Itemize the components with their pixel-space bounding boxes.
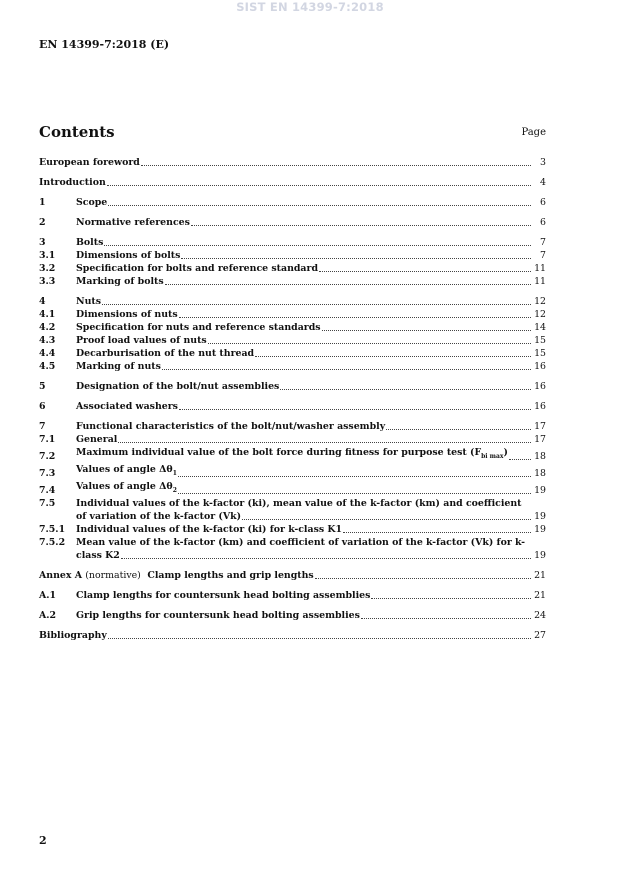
toc-entry-7-5[interactable] xyxy=(39,497,546,523)
toc-page: 6 xyxy=(540,197,546,208)
toc-title: General xyxy=(76,434,118,445)
toc-entry-3-2[interactable] xyxy=(39,262,546,275)
toc-page: 16 xyxy=(534,401,546,412)
toc-number: 3.3 xyxy=(39,276,56,287)
toc-title-line2: class K2 xyxy=(76,549,120,561)
toc-title: Individual values of the k-factor (ki) for k-class K1 xyxy=(76,523,343,535)
toc-title: Dimensions of nuts xyxy=(76,309,178,320)
toc-number: 7.3 xyxy=(39,467,56,479)
toc-entry-2[interactable] xyxy=(39,216,546,229)
toc-page: 4 xyxy=(540,177,546,188)
toc-entry-7-4[interactable] xyxy=(39,480,546,497)
toc-title: Introduction xyxy=(39,177,106,188)
toc-number: 4 xyxy=(39,296,46,307)
toc-title: Designation of the bolt/nut assemblies xyxy=(76,381,280,392)
toc-page: 18 xyxy=(534,450,546,462)
leader-dots xyxy=(108,638,531,639)
leader-dots xyxy=(386,429,531,430)
leader-dots xyxy=(319,271,531,272)
leader-dots xyxy=(141,165,531,166)
toc-number: 2 xyxy=(39,217,46,228)
toc-number: 7.5.2 xyxy=(39,536,66,548)
toc-entry-3-3[interactable] xyxy=(39,275,546,288)
leader-dots xyxy=(371,598,531,599)
leader-dots xyxy=(179,409,531,410)
toc-title-line2: of variation of the k-factor (Vk) xyxy=(76,510,242,522)
leader-dots xyxy=(102,304,531,305)
toc-entry-european-foreword[interactable] xyxy=(39,156,546,169)
toc-title: Specification for nuts and reference standards xyxy=(76,322,321,333)
toc-entry-7[interactable] xyxy=(39,420,546,433)
leader-dots xyxy=(315,578,531,579)
leader-dots xyxy=(509,459,531,460)
toc-page: 24 xyxy=(534,609,546,621)
leader-dots xyxy=(165,284,531,285)
toc-entry-4-3[interactable] xyxy=(39,334,546,347)
toc-entry-4-5[interactable] xyxy=(39,360,546,373)
toc-page: 19 xyxy=(534,484,546,496)
toc-page: 17 xyxy=(534,421,546,432)
table-of-contents xyxy=(39,156,546,642)
toc-title: Functional characteristics of the bolt/nut/washer assembly xyxy=(76,421,386,432)
leader-dots xyxy=(208,343,531,344)
toc-page: 19 xyxy=(534,510,546,522)
toc-number: 7.4 xyxy=(39,484,56,496)
toc-number: 4.5 xyxy=(39,361,56,372)
toc-title: Marking of bolts xyxy=(76,276,164,287)
toc-entry-6[interactable] xyxy=(39,400,546,413)
toc-title: Specification for bolts and reference standard xyxy=(76,263,319,274)
leader-dots xyxy=(162,369,531,370)
toc-page: 21 xyxy=(534,569,546,581)
toc-page: 19 xyxy=(534,549,546,561)
toc-number: 1 xyxy=(39,197,46,208)
leader-dots xyxy=(191,225,531,226)
toc-number: 3 xyxy=(39,237,46,248)
toc-title-line1: Mean value of the k-factor (km) and coefficient of variation of the k-factor (Vk) for k- xyxy=(76,536,526,548)
toc-entry-bibliography[interactable] xyxy=(39,629,546,642)
toc-entry-a-2[interactable] xyxy=(39,609,546,622)
toc-page: 15 xyxy=(534,348,546,359)
toc-title: Annex A (normative) Clamp lengths and grip lengths xyxy=(39,569,314,581)
toc-title: Normative references xyxy=(76,217,190,228)
toc-page: 3 xyxy=(540,157,546,168)
leader-dots xyxy=(107,185,531,186)
toc-page: 12 xyxy=(534,296,546,307)
toc-number: 4.2 xyxy=(39,322,56,333)
toc-page: 7 xyxy=(540,237,546,248)
toc-page: 19 xyxy=(534,523,546,535)
toc-entry-4-4[interactable] xyxy=(39,347,546,360)
toc-number: 7.1 xyxy=(39,434,56,445)
toc-title: Bibliography xyxy=(39,629,107,641)
toc-title: Marking of nuts xyxy=(76,361,161,372)
toc-page: 18 xyxy=(534,467,546,479)
toc-page: 11 xyxy=(534,263,546,274)
document-id: EN 14399-7:2018 (E) xyxy=(39,38,170,51)
toc-entry-7-5-2[interactable] xyxy=(39,536,546,562)
toc-title: Nuts xyxy=(76,296,101,307)
toc-title: Dimensions of bolts xyxy=(76,250,181,261)
toc-title: Proof load values of nuts xyxy=(76,335,207,346)
toc-page: 27 xyxy=(534,629,546,641)
toc-page: 6 xyxy=(540,217,546,228)
toc-entry-7-1[interactable] xyxy=(39,433,546,446)
leader-dots xyxy=(343,532,531,533)
page-number: 2 xyxy=(39,834,47,847)
toc-page: 14 xyxy=(534,322,546,333)
toc-number: 4.4 xyxy=(39,348,56,359)
toc-title: Values of angle $\Delta\theta_2$ xyxy=(76,480,177,494)
toc-entry-3[interactable] xyxy=(39,236,546,249)
toc-page: 7 xyxy=(540,250,546,261)
toc-number: 5 xyxy=(39,381,46,392)
toc-page: 15 xyxy=(534,335,546,346)
toc-title: Scope xyxy=(76,197,108,208)
toc-entry-a-1[interactable] xyxy=(39,589,546,602)
toc-title-line1: Individual values of the k-factor (ki), mean value of the k-factor (km) and coefficient xyxy=(76,497,522,509)
leader-dots xyxy=(181,258,531,259)
toc-title: Decarburisation of the nut thread xyxy=(76,348,255,359)
toc-page: 11 xyxy=(534,276,546,287)
toc-entry-4-1[interactable] xyxy=(39,308,546,321)
leader-dots xyxy=(242,519,531,520)
leader-dots xyxy=(178,493,531,494)
toc-number: 3.2 xyxy=(39,263,56,274)
toc-title: Bolts xyxy=(76,237,104,248)
leader-dots xyxy=(178,476,531,477)
toc-number: 7.5.1 xyxy=(39,523,66,535)
toc-title: Associated washers xyxy=(76,401,178,412)
leader-dots xyxy=(179,317,531,318)
toc-entry-7-5-1[interactable] xyxy=(39,523,546,536)
toc-entry-annex-a[interactable] xyxy=(39,569,546,582)
leader-dots xyxy=(322,330,531,331)
toc-page: 12 xyxy=(534,309,546,320)
toc-number: 7.2 xyxy=(39,450,56,462)
toc-number: A.1 xyxy=(39,589,57,601)
leader-dots xyxy=(104,245,531,246)
toc-page: 16 xyxy=(534,381,546,392)
toc-title: Clamp lengths for countersunk head bolting assemblies xyxy=(76,589,371,601)
page-column-label: Page xyxy=(521,127,546,138)
toc-title: European foreword xyxy=(39,157,140,168)
toc-entry-5[interactable] xyxy=(39,380,546,393)
leader-dots xyxy=(361,618,531,619)
toc-number: 7.5 xyxy=(39,497,56,509)
toc-title: Values of angle $\Delta\theta_1$ xyxy=(76,463,177,477)
toc-entry-7-2[interactable] xyxy=(39,446,546,463)
leader-dots xyxy=(280,389,531,390)
toc-number: 3.1 xyxy=(39,250,56,261)
toc-entry-introduction[interactable] xyxy=(39,176,546,189)
leader-dots xyxy=(121,558,531,559)
toc-entry-3-1[interactable] xyxy=(39,249,546,262)
toc-entry-4-2[interactable] xyxy=(39,321,546,334)
leader-dots xyxy=(118,442,531,443)
watermark: SIST EN 14399-7:2018 xyxy=(236,0,384,14)
toc-title: Maximum individual value of the bolt force during fitness for purpose test $(F_{bi max})$ xyxy=(76,447,508,460)
toc-number: 4.1 xyxy=(39,309,56,320)
toc-number: 6 xyxy=(39,401,46,412)
toc-page: 16 xyxy=(534,361,546,372)
toc-entry-7-3[interactable] xyxy=(39,463,546,480)
toc-entry-1[interactable] xyxy=(39,196,546,209)
toc-number: 4.3 xyxy=(39,335,56,346)
contents-heading: Contents xyxy=(39,123,115,141)
toc-page: 17 xyxy=(534,434,546,445)
toc-title: Grip lengths for countersunk head bolting assemblies xyxy=(76,609,360,621)
toc-entry-4[interactable] xyxy=(39,295,546,308)
toc-number: A.2 xyxy=(39,609,57,621)
leader-dots xyxy=(255,356,531,357)
leader-dots xyxy=(108,205,531,206)
toc-number: 7 xyxy=(39,421,46,432)
toc-page: 21 xyxy=(534,589,546,601)
